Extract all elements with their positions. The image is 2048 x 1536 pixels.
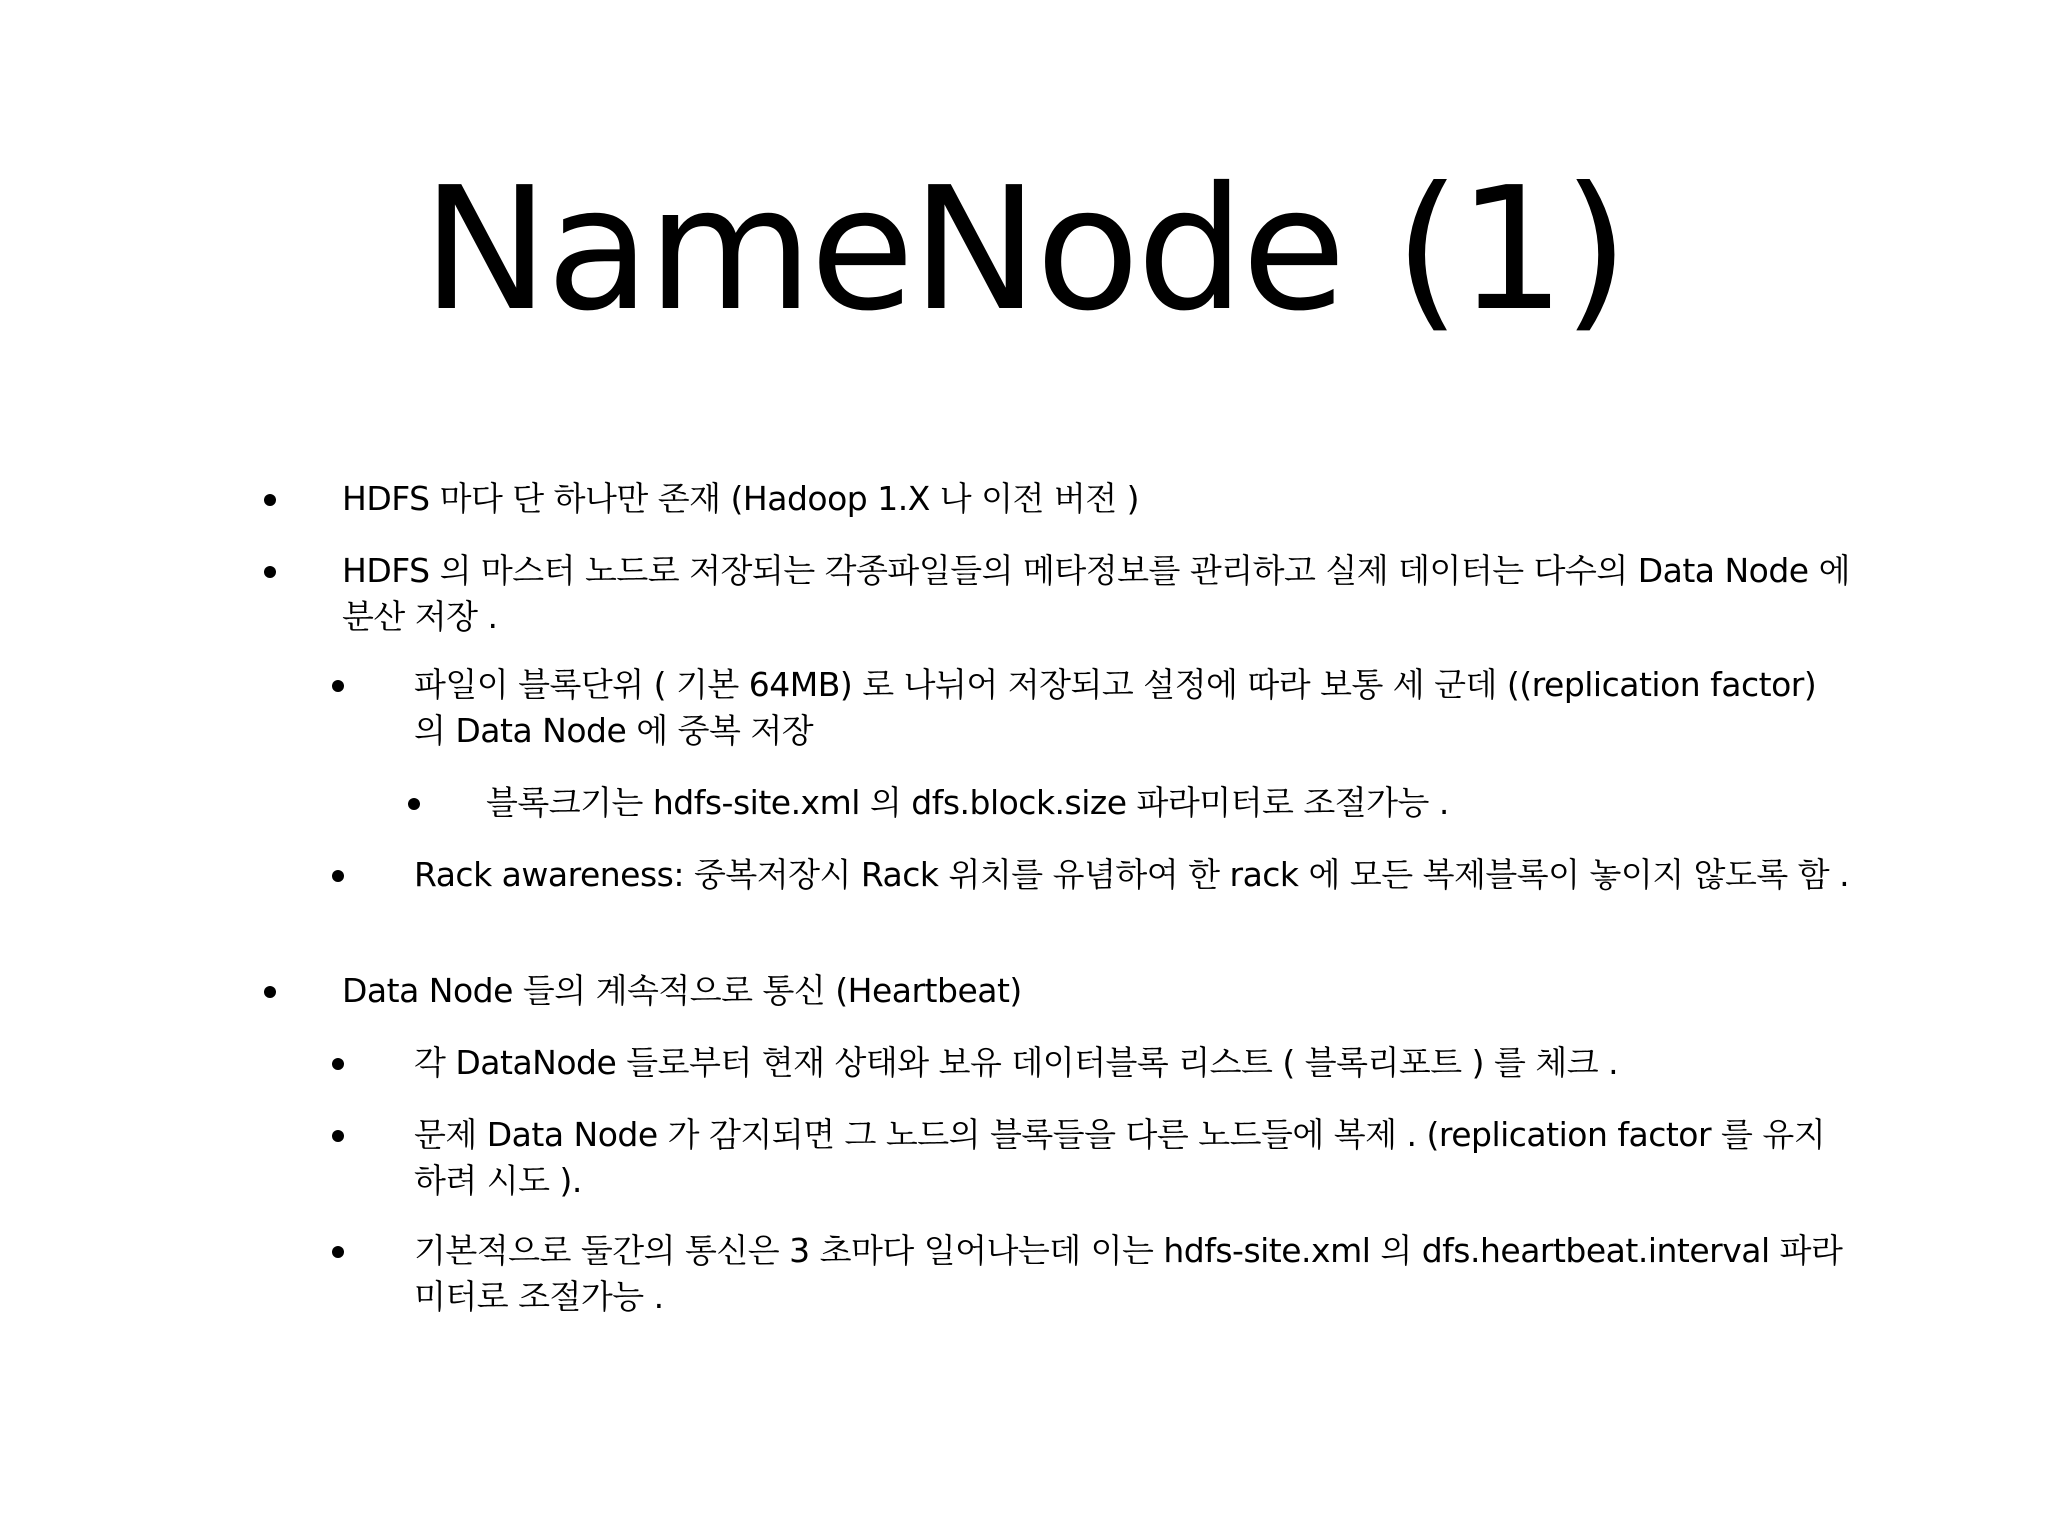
bullet-item <box>414 852 1854 898</box>
bullet-item <box>414 1228 1854 1320</box>
bullet-text: HDFS 의 마스터 노드로 저장되는 각종파일들의 메타정보를 관리하고 실제 데이터는 다수의 Data Node 에 분산 저장 . <box>342 551 1850 636</box>
bullet-dot-icon <box>332 1130 344 1142</box>
bullet-item <box>486 780 1836 826</box>
bullet-item <box>342 548 1872 640</box>
bullet-text: HDFS 마다 단 하나만 존재 (Hadoop 1.X 나 이전 버전 ) <box>342 479 1140 518</box>
bullet-dot-icon <box>264 986 276 998</box>
bullet-item <box>414 1040 1854 1086</box>
bullet-item <box>414 662 1854 754</box>
bullet-text: 파일이 블록단위 ( 기본 64MB) 로 나뉘어 저장되고 설정에 따라 보통 세 군데 ((replication factor) 의 Data Node 에 중복 저장 <box>414 665 1817 750</box>
bullet-text: Rack awareness: 중복저장시 Rack 위치를 유념하여 한 rack 에 모든 복제블록이 놓이지 않도록 함 . <box>414 855 1850 894</box>
bullet-text: 각 DataNode 들로부터 현재 상태와 보유 데이터블록 리스트 ( 블록리포트 ) 를 체크 . <box>414 1043 1619 1082</box>
bullet-dot-icon <box>332 870 344 882</box>
bullet-dot-icon <box>408 798 420 810</box>
bullet-dot-icon <box>264 494 276 506</box>
slide-title: NameNode (1) <box>421 151 1627 349</box>
bullet-dot-icon <box>264 566 276 578</box>
bullet-item <box>342 476 1872 522</box>
bullet-dot-icon <box>332 1246 344 1258</box>
bullet-item <box>414 1112 1854 1204</box>
bullet-dot-icon <box>332 680 344 692</box>
bullet-text: Data Node 들의 계속적으로 통신 (Heartbeat) <box>342 971 1022 1010</box>
bullet-text: 문제 Data Node 가 감지되면 그 노드의 블록들을 다른 노드들에 복제 . (replication factor 를 유지하려 시도 ). <box>414 1115 1826 1200</box>
bullet-text: 기본적으로 둘간의 통신은 3 초마다 일어나는데 이는 hdfs-site.xml 의 dfs.heartbeat.interval 파라미터로 조절가능 . <box>414 1231 1843 1316</box>
bullet-item <box>342 968 1872 1014</box>
bullet-dot-icon <box>332 1058 344 1070</box>
bullet-text: 블록크기는 hdfs-site.xml 의 dfs.block.size 파라미터로 조절가능 . <box>486 783 1449 822</box>
